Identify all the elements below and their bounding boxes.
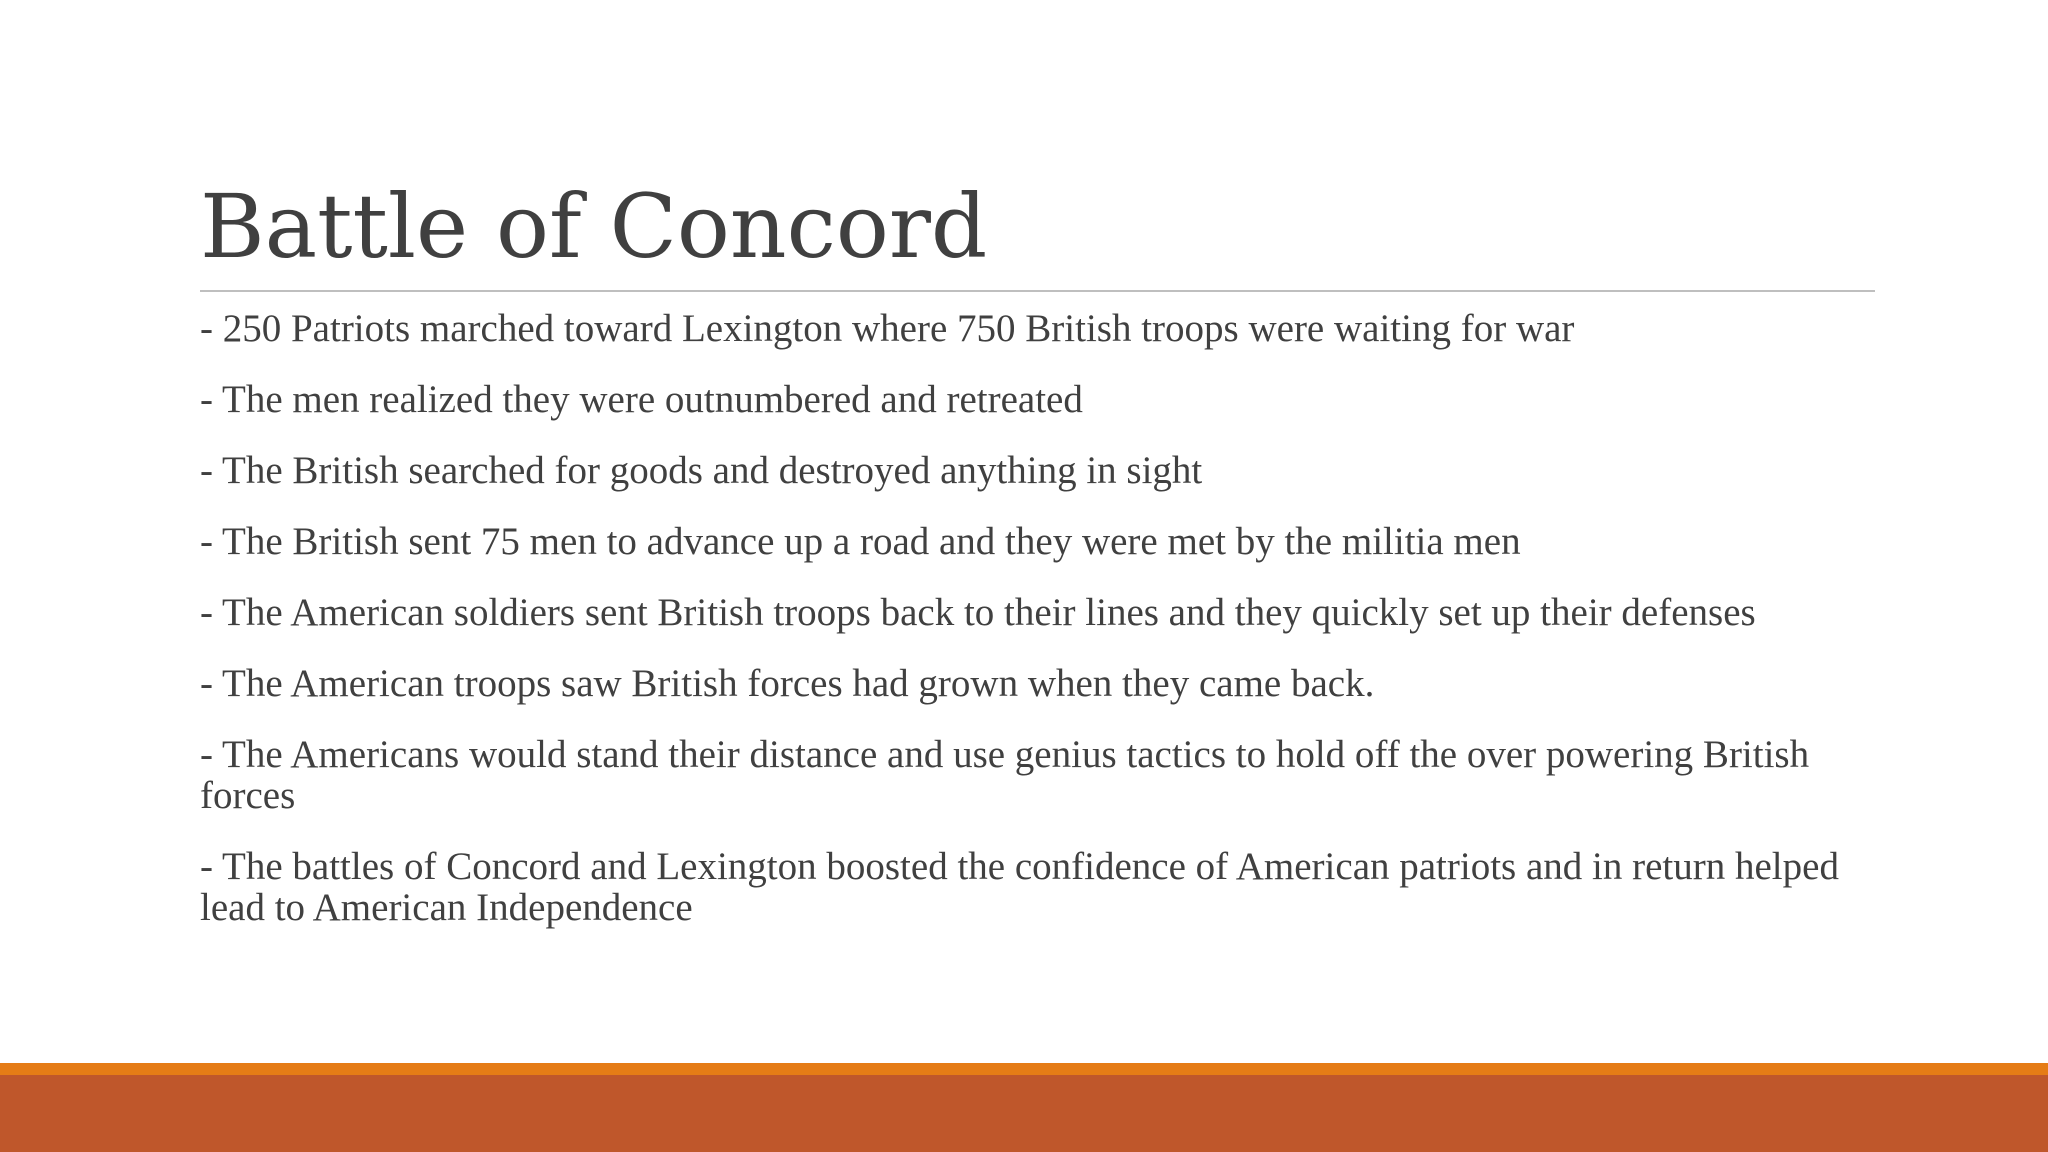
bullet-list [200, 308, 1875, 958]
bullet-item: - 250 Patriots marched toward Lexington where 750 British troops were waiting for war [200, 307, 1575, 350]
bullet-item: - The men realized they were outnumbered and retreated [200, 378, 1083, 421]
bullet-item: - The American soldiers sent British troops back to their lines and they quickly set up their defenses [200, 591, 1756, 634]
bullet-item: - The American troops saw British forces had grown when they came back. [200, 662, 1375, 705]
bullet-item: - The British searched for goods and destroyed anything in sight [200, 449, 1203, 492]
bullet-item: - The Americans would stand their distance and use genius tactics to hold off the over powering British forces [200, 733, 1810, 817]
slide-title: Battle of Concord [200, 175, 988, 278]
footer-accent-stripe [0, 1063, 2048, 1075]
bullet-item: - The British sent 75 men to advance up a road and they were met by the militia men [200, 520, 1521, 563]
bullet-item: - The battles of Concord and Lexington boosted the confidence of American patriots and in return helped lead to American Independence [200, 845, 1839, 929]
footer-band [0, 1075, 2048, 1152]
title-divider [200, 290, 1875, 292]
